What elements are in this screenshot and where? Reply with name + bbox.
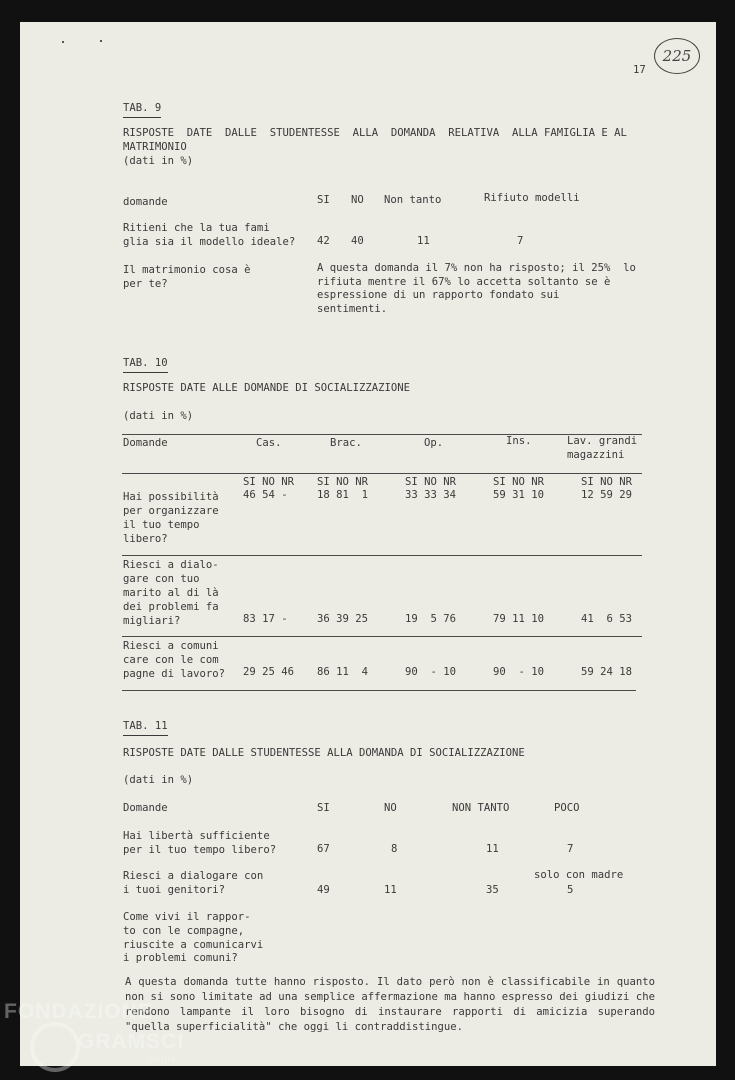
tab10-row1-op: 33 33 34 — [405, 489, 457, 501]
tab10-group-lav-2: magazzini — [567, 449, 625, 461]
tab10-col-domande: Domande — [123, 437, 168, 449]
tab10-rule-bottom — [122, 690, 636, 691]
tab11-q2: Riesci a dialogare con — [123, 870, 264, 882]
tab10-row3-q: pagne di lavoro? — [123, 668, 226, 680]
tab9-q1-si: 42 — [317, 235, 330, 247]
tab9-q1-no: 40 — [351, 235, 364, 247]
tab11-q1-non-tanto: 11 — [486, 843, 499, 855]
tab10-rule-header — [122, 473, 642, 474]
tab11-q1-no: 8 — [391, 843, 398, 855]
archive-stamp-number: 225 — [654, 38, 700, 74]
tab10-row2-lav: 41 6 53 — [581, 613, 633, 625]
tab9-q1: Ritieni che la tua fami — [123, 222, 270, 234]
tab10-row2-q: dei problemi fa — [123, 601, 219, 613]
tab11-q1-poco: 7 — [567, 843, 574, 855]
watermark-gramsci: GRAMSCI — [78, 1030, 185, 1053]
tab10-row3-brac: 86 11 4 — [317, 666, 369, 678]
document-page — [20, 22, 716, 1066]
tab9-title: RISPOSTE DATE DALLE STUDENTESSE ALLA DOMANDA RELATIVA ALLA FAMIGLIA E AL — [123, 127, 627, 139]
tab9-title-2: MATRIMONIO — [123, 141, 187, 153]
tab9-q1-2: glia sia il modello ideale? — [123, 236, 296, 248]
tab10-row1-ins: 59 31 10 — [493, 489, 545, 501]
tab10-title: RISPOSTE DATE ALLE DOMANDE DI SOCIALIZZAZIONE — [123, 382, 411, 394]
tab10-group-lav: Lav. grandi — [567, 435, 638, 447]
tab11-q3: to con le compagne, — [123, 925, 245, 937]
speck — [62, 41, 64, 43]
tab10-group-ins: Ins. — [506, 435, 532, 447]
tab10-rule-row1 — [122, 555, 642, 556]
tab10-row3-ins: 90 - 10 — [493, 666, 545, 678]
tab9-col-domande: domande — [123, 196, 168, 208]
tab11-col-domande: Domande — [123, 802, 168, 814]
tab10-row2-q: marito al di là — [123, 587, 219, 599]
tab10-row1-q: il tuo tempo — [123, 519, 200, 531]
tab11-q2-non-tanto: 35 — [486, 884, 499, 896]
tab9-col-si: SI — [317, 194, 330, 206]
tab10-row2-q: migliari? — [123, 615, 181, 627]
tab10-row3-q: care con le com — [123, 654, 219, 666]
tab11-label: TAB. 11 — [123, 720, 168, 736]
tab10-row1-cas: 46 54 - — [243, 489, 288, 501]
tab10-group-op: Op. — [424, 437, 444, 449]
tab10-row1-q: per organizzare — [123, 505, 219, 517]
tab11-col-poco: POCO — [554, 802, 580, 814]
tab10-rule-top — [122, 434, 642, 435]
tab10-row3-cas: 29 25 46 — [243, 666, 295, 678]
tab10-rule-row2 — [122, 636, 642, 637]
tab9-q2-answer-4: sentimenti. — [317, 303, 388, 315]
tab10-row3-q: Riesci a comuni — [123, 640, 219, 652]
watermark-fondazione: FONDAZIONE — [4, 1000, 153, 1023]
tab11-title: RISPOSTE DATE DALLE STUDENTESSE ALLA DOMANDA DI SOCIALIZZAZIONE — [123, 747, 525, 759]
tab10-sub-brac: SI NO NR — [317, 476, 369, 488]
tab10-row2-cas: 83 17 - — [243, 613, 288, 625]
tab11-q2-poco: 5 — [567, 884, 574, 896]
tab9-label: TAB. 9 — [123, 102, 161, 118]
tab11-q1: Hai libertà sufficiente — [123, 830, 270, 842]
tab11-q2-no: 11 — [384, 884, 397, 896]
page-number: 17 — [633, 64, 646, 76]
tab10-row1-q: libero? — [123, 533, 168, 545]
tab9-col-non-tanto: Non tanto — [384, 194, 442, 206]
tab9-q1-non-tanto: 11 — [417, 235, 430, 247]
tab11-q2-si: 49 — [317, 884, 330, 896]
tab10-sub-lav: SI NO NR — [581, 476, 633, 488]
tab11-q3: i problemi comuni? — [123, 952, 238, 964]
tab11-col-non-tanto: NON TANTO — [452, 802, 510, 814]
tab9-q2: Il matrimonio cosa è — [123, 264, 251, 276]
tab11-q1-si: 67 — [317, 843, 330, 855]
tab11-unit: (dati in %) — [123, 774, 194, 786]
tab10-sub-cas: SI NO NR — [243, 476, 295, 488]
tab11-q2-note: solo con madre — [534, 869, 624, 881]
tab10-group-cas: Cas. — [256, 437, 282, 449]
tab11-q3: Come vivi il rappor- — [123, 911, 251, 923]
tab10-row1-brac: 18 81 1 — [317, 489, 369, 501]
tab11-paragraph: A questa domanda tutte hanno risposto. Il dato però non è classificabile in quanto non si sono limitate ad una semplice affermazione ma hanno espresso dei giudizi che rendono lampante il loro bisogno di instaurare rapporti di amicizia superando "quella superficialità" che oggi li contraddistingue. — [125, 976, 655, 1033]
tab10-row2-brac: 36 39 25 — [317, 613, 369, 625]
tab11-q2-2: i tuoi genitori? — [123, 884, 226, 896]
tab10-row1-q: Hai possibilità — [123, 491, 219, 503]
tab9-q2-answer-3: espressione di un rapporto fondato sui — [317, 289, 560, 301]
tab11-q3: riuscite a comunicarvi — [123, 939, 264, 951]
tab10-row1-lav: 12 59 29 — [581, 489, 633, 501]
tab10-label: TAB. 10 — [123, 357, 168, 373]
tab9-q2-answer-2: rifiuta mentre il 67% lo accetta soltanto se è — [317, 276, 611, 288]
watermark-onlus: onlus — [148, 1054, 177, 1065]
fondazione-gramsci-logo — [30, 1022, 80, 1072]
tab10-sub-ins: SI NO NR — [493, 476, 545, 488]
tab10-row2-op: 19 5 76 — [405, 613, 457, 625]
tab9-unit: (dati in %) — [123, 155, 194, 167]
tab10-group-brac: Brac. — [330, 437, 362, 449]
tab9-col-no: NO — [351, 194, 364, 206]
tab9-q2-2: per te? — [123, 278, 168, 290]
tab11-col-si: SI — [317, 802, 330, 814]
tab9-q1-rifiuto: 7 — [517, 235, 524, 247]
tab9-q2-answer: A questa domanda il 7% non ha risposto; il 25% lo — [317, 262, 636, 274]
tab10-row2-q: Riesci a dialo- — [123, 559, 219, 571]
tab11-col-no: NO — [384, 802, 397, 814]
tab9-col-rifiuto: Rifiuto modelli — [484, 192, 580, 204]
tab10-sub-op: SI NO NR — [405, 476, 457, 488]
tab10-row3-op: 90 - 10 — [405, 666, 457, 678]
tab10-row2-q: gare con tuo — [123, 573, 200, 585]
tab10-row2-ins: 79 11 10 — [493, 613, 545, 625]
tab11-q1-2: per il tuo tempo libero? — [123, 844, 277, 856]
speck — [100, 40, 102, 42]
tab10-unit: (dati in %) — [123, 410, 194, 422]
tab10-row3-lav: 59 24 18 — [581, 666, 633, 678]
